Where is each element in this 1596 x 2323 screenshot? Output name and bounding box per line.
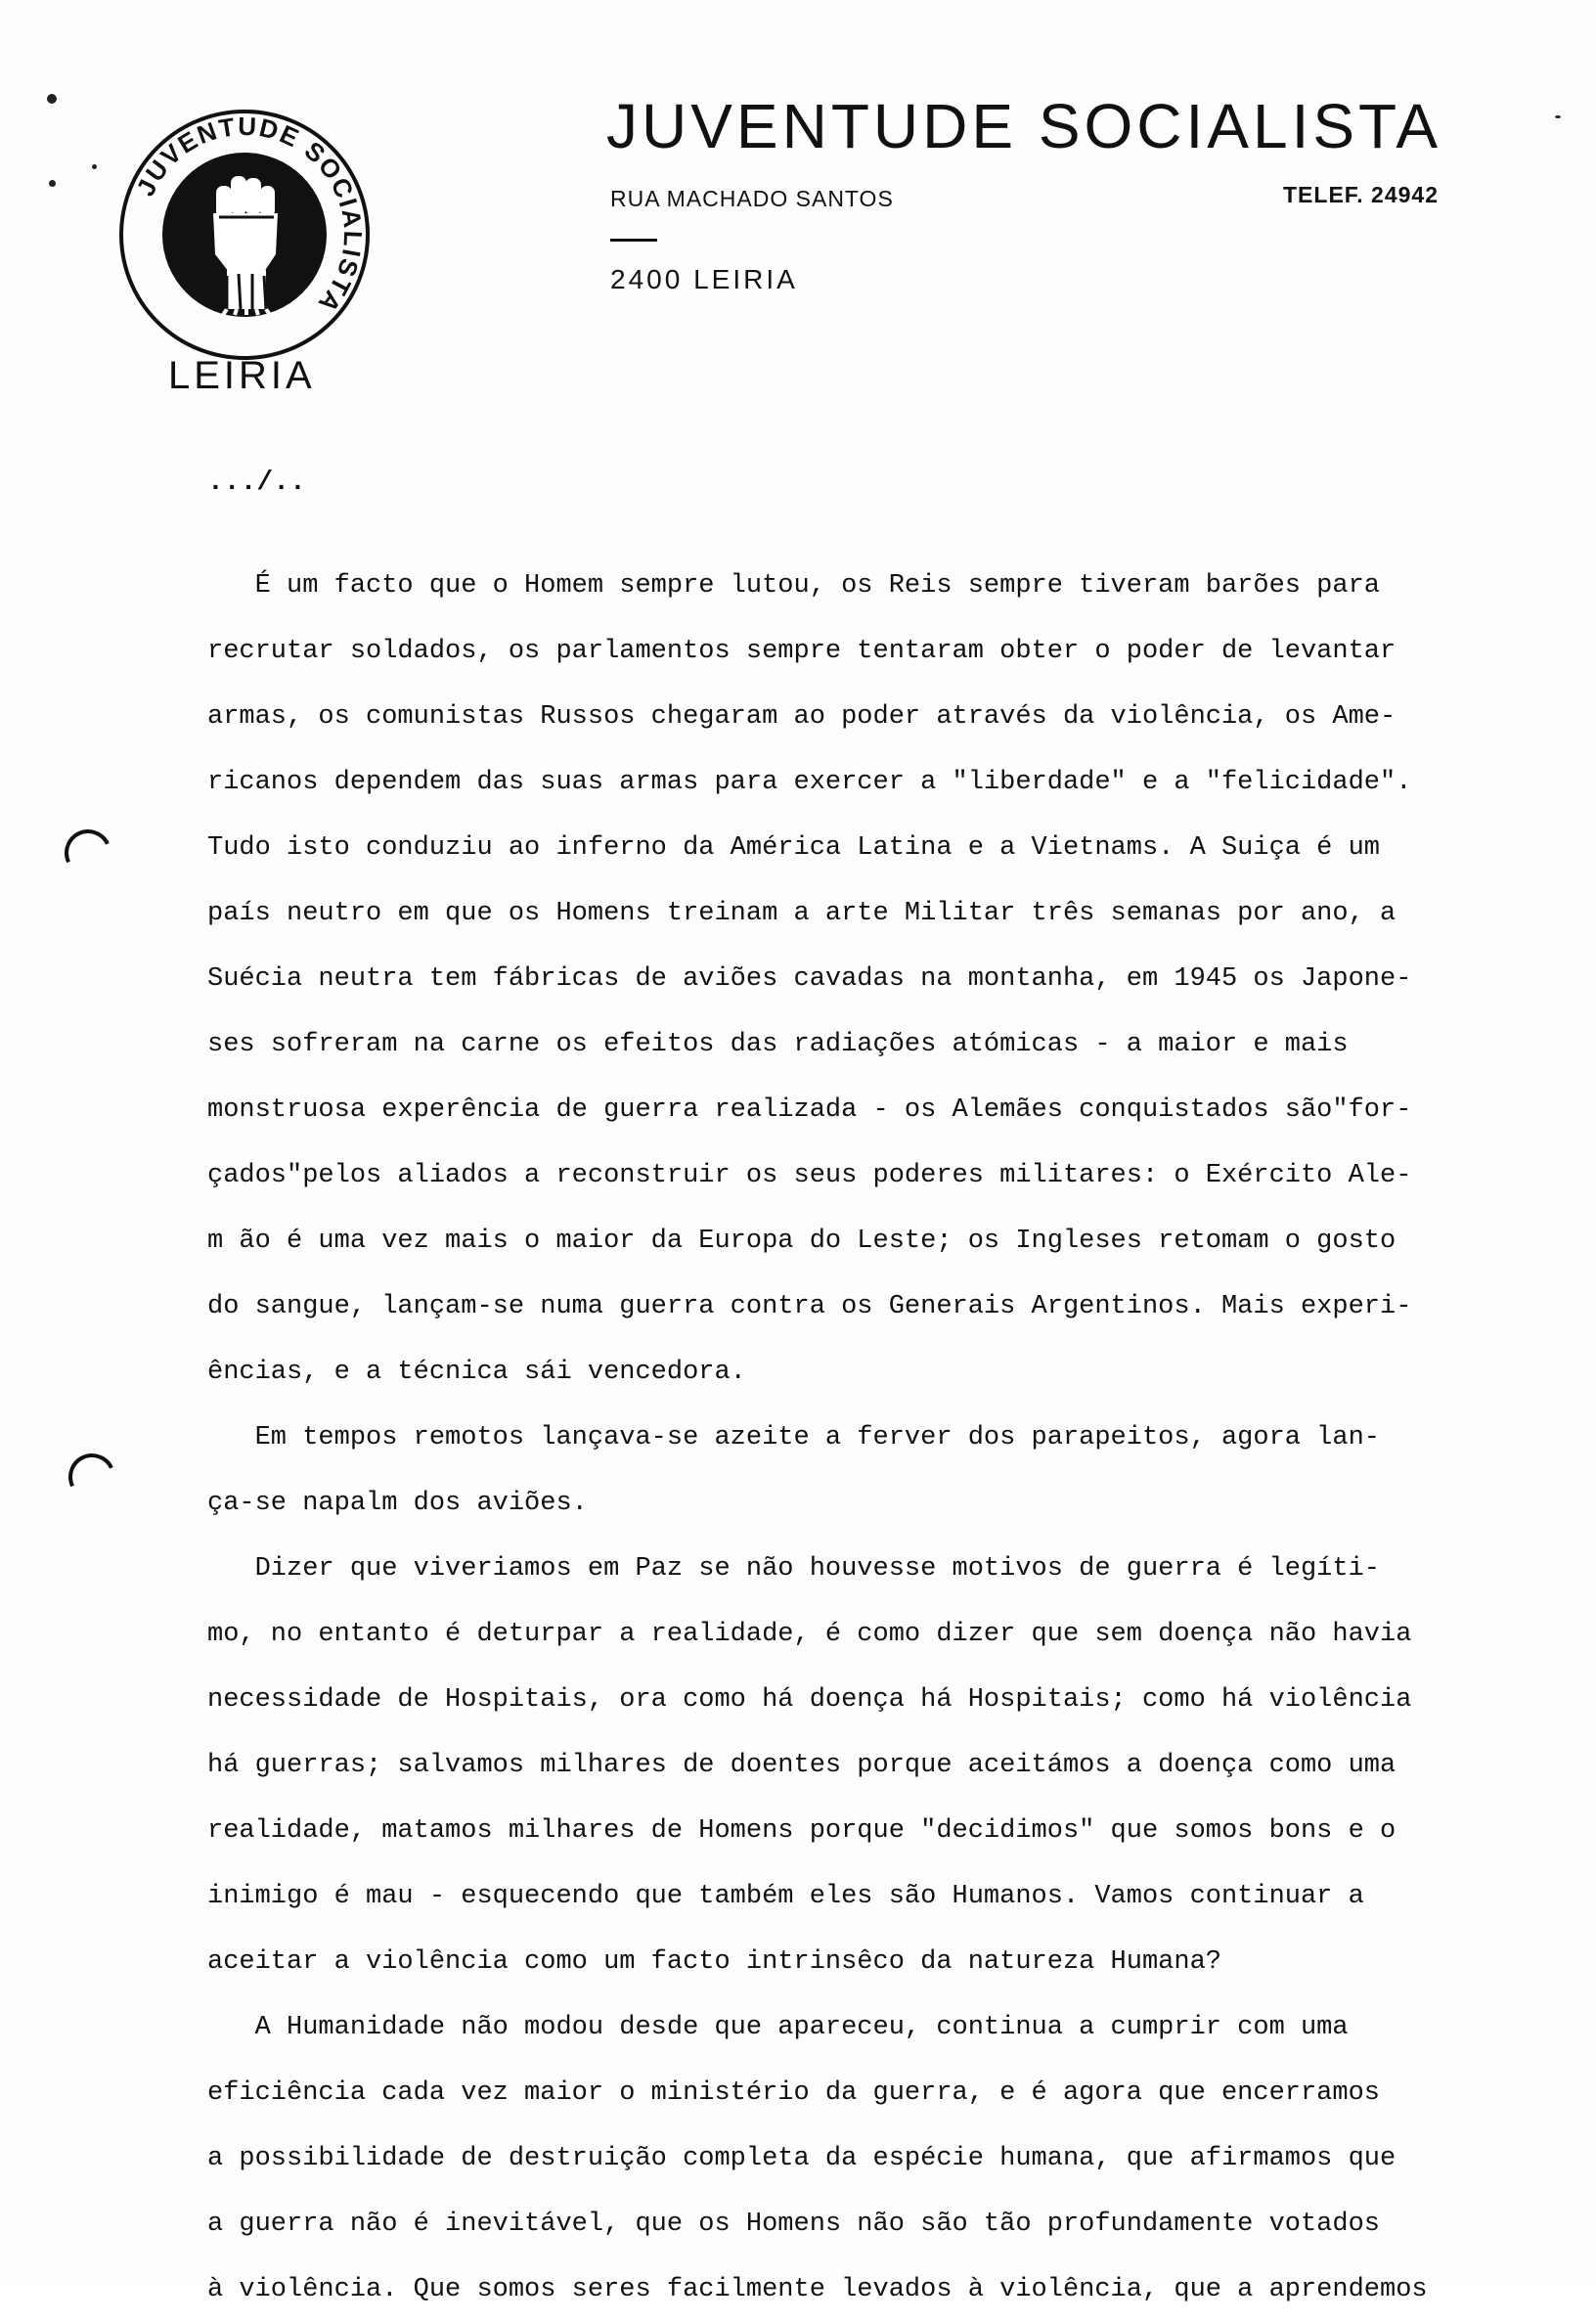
punch-hole-mark — [62, 1447, 122, 1507]
punch-hole-mark — [58, 823, 118, 883]
body-line: ses sofreram na carne os efeitos das radiações atómicas - a maior e mais — [207, 1030, 1349, 1059]
body-line: çados"pelos aliados a reconstruir os seus poderes militares: o Exército Ale- — [207, 1161, 1412, 1190]
body-line: armas, os comunistas Russos chegaram ao poder através da violência, os Ame- — [207, 702, 1396, 732]
body-line: à violência. Que somos seres facilmente levados à violência, que a aprendemos — [207, 2275, 1428, 2304]
organization-name: JUVENTUDE SOCIALISTA — [606, 91, 1442, 161]
scan-speck — [47, 94, 57, 104]
continuation-mark: .../.. — [207, 468, 306, 498]
body-line: monstruosa experência de guerra realizada - os Alemães conquistados são"for- — [207, 1095, 1412, 1125]
body-line: do sangue, lançam-se numa guerra contra os Generais Argentinos. Mais experi- — [207, 1292, 1412, 1321]
letter-body — [207, 554, 1557, 2323]
body-line: ricanos dependem das suas armas para exercer a "liberdade" e a "felicidade". — [207, 768, 1412, 797]
logo-ring-text: JUVENTUDE SOCIALISTA — [130, 111, 369, 320]
body-line: inimigo é mau - esquecendo que também eles são Humanos. Vamos continuar a — [207, 1882, 1364, 1911]
body-line: Tudo isto conduziu ao inferno da América Latina e a Vietnams. A Suiça é um — [207, 833, 1380, 863]
body-line: ça-se napalm dos aviões. — [207, 1489, 588, 1518]
body-line: Dizer que viveriamos em Paz se não houvesse motivos de guerra é legíti- — [207, 1554, 1380, 1584]
body-line: A Humanidade não modou desde que apareceu, continua a cumprir com uma — [207, 2013, 1349, 2042]
body-line: necessidade de Hospitais, ora como há doença há Hospitais; como há violência — [207, 1685, 1412, 1715]
juventude-socialista-logo — [117, 108, 372, 362]
scan-speck — [1555, 115, 1561, 118]
body-line: É um facto que o Homem sempre lutou, os Reis sempre tiveram barões para — [207, 571, 1380, 601]
scan-speck — [92, 164, 97, 169]
logo-city-label: LEIRIA — [168, 354, 316, 397]
body-line: país neutro em que os Homens treinam a arte Militar três semanas por ano, a — [207, 899, 1396, 928]
body-line: ências, e a técnica sái vencedora. — [207, 1358, 746, 1387]
body-line: eficiência cada vez maior o ministério da guerra, e é agora que encerramos — [207, 2078, 1380, 2108]
body-line: a guerra não é inevitável, que os Homens não são tão profundamente votados — [207, 2210, 1380, 2239]
organization-phone: TELEF. 24942 — [1283, 182, 1440, 207]
organization-postal-code: 2400 LEIRIA — [610, 264, 798, 294]
organization-address: RUA MACHADO SANTOS — [610, 186, 894, 211]
scan-speck — [49, 180, 56, 187]
body-line: Em tempos remotos lançava-se azeite a ferver dos parapeitos, agora lan- — [207, 1423, 1380, 1452]
body-line: há guerras; salvamos milhares de doentes porque aceitámos a doença como uma — [207, 1751, 1396, 1780]
body-line: mo, no entanto é deturpar a realidade, é como dizer que sem doença não havia — [207, 1620, 1412, 1649]
body-line: recrutar soldados, os parlamentos sempre tentaram obter o poder de levantar — [207, 637, 1396, 666]
body-line: m ão é uma vez mais o maior da Europa do Leste; os Ingleses retomam o gosto — [207, 1227, 1396, 1256]
body-line: realidade, matamos milhares de Homens porque "decidimos" que somos bons e o — [207, 1816, 1396, 1846]
letterhead-rule — [610, 239, 657, 242]
body-line: aceitar a violência como um facto intrinsêco da natureza Humana? — [207, 1947, 1221, 1977]
body-line: Suécia neutra tem fábricas de aviões cavadas na montanha, em 1945 os Japone- — [207, 964, 1412, 994]
body-line: a possibilidade de destruição completa da espécie humana, que afirmamos que — [207, 2144, 1396, 2173]
